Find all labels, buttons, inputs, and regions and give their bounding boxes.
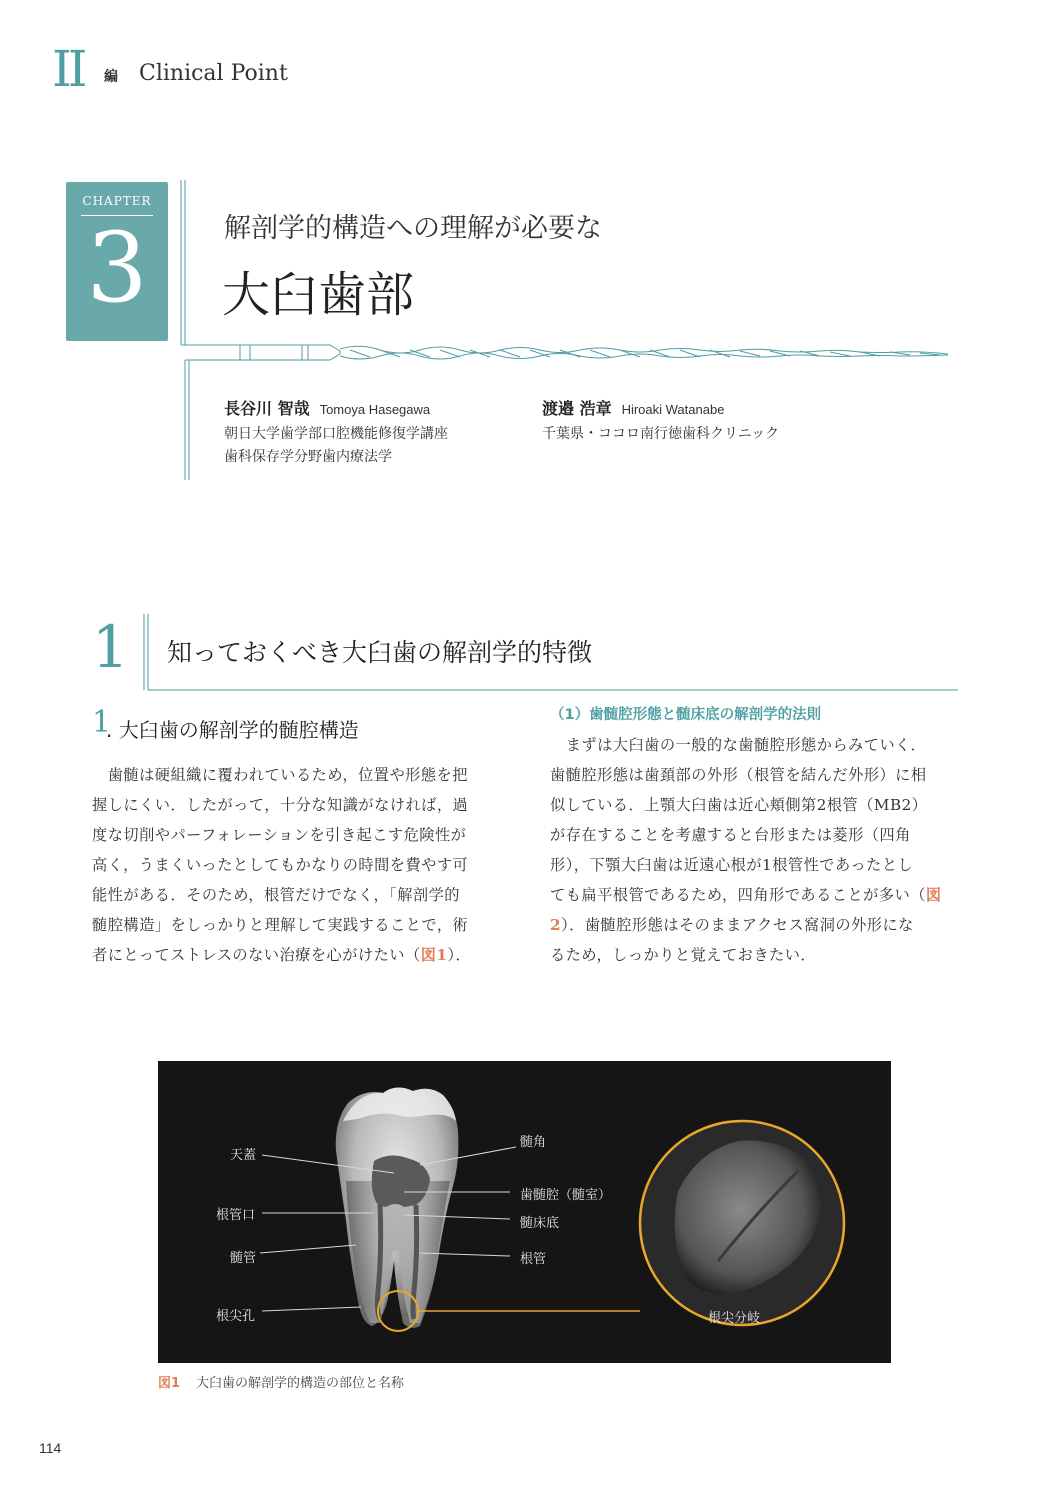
chapter-label: CHAPTER (82, 194, 152, 208)
paragraph-line: 歯髄は硬組織に覆われているため，位置や形態を把 (92, 766, 468, 784)
author-2-name: 渡邉 浩章 (542, 399, 612, 418)
paragraph-line: るため，しっかりと覚えておきたい． (550, 946, 817, 964)
label-konsenkou: 根尖孔 (216, 1309, 256, 1324)
section-number: 1 (92, 613, 129, 681)
label-zuikan: 髄管 (230, 1251, 257, 1266)
part-roman-numeral: II (52, 40, 84, 98)
paragraph-line: ても扁平根管であるため，四角形であることが多い（図 (550, 886, 942, 904)
author-2-affiliation-1: 千葉県・ココロ南行徳歯科クリニック (542, 426, 780, 442)
part-title: Clinical Point (139, 61, 288, 86)
paragraph-line: 形），下顎大臼歯は近遠心根が1根管性であったとし (550, 856, 914, 874)
figure-caption-number: 図1 (158, 1376, 181, 1391)
paragraph-line: 度な切削やパーフォレーションを引き起こす危険性が (92, 826, 467, 844)
paragraph-line: 高く，うまくいったとしてもかなりの時間を費やす可 (92, 856, 469, 874)
figure-reference-link[interactable]: 2 (550, 916, 562, 934)
page-number: 114 (39, 1440, 62, 1456)
subsection-2-title: （1）歯髄腔形態と髄床底の解剖学的法則 (550, 707, 822, 723)
subsection-2-body (550, 730, 942, 970)
author-1-name: 長谷川 智哉 (224, 399, 310, 418)
label-shizuikuu: 歯髄腔（髄室） (520, 1188, 612, 1203)
author-1-affiliation-1: 朝日大学歯学部口腔機能修復学講座 (224, 426, 448, 442)
chapter-subtitle: 解剖学的構造への理解が必要な (224, 213, 602, 244)
author-1 (224, 396, 448, 469)
paragraph-line: まずは大臼歯の一般的な歯髄腔形態からみていく． (550, 736, 927, 754)
section-title: 知っておくべき大臼歯の解剖学的特徴 (167, 638, 593, 667)
author-2-roman: Hiroaki Watanabe (621, 402, 725, 417)
figure-reference-link[interactable]: 図 (925, 886, 942, 904)
paragraph-line: 歯髄腔形態は歯頚部の外形（根管を結んだ外形）に相 (550, 766, 927, 784)
subsection-1-number: 1 (92, 705, 112, 740)
label-konkankou: 根管口 (216, 1208, 256, 1223)
paragraph-line: 髄腔構造」をしっかりと理解して実践することで，術 (92, 916, 469, 934)
paragraph-line: 握しにくい．したがって，十分な知識がなければ，過 (92, 796, 469, 814)
subsection-1-body (92, 760, 471, 970)
paragraph-line: 者にとってストレスのない治療を心がけたい（図1）． (92, 946, 472, 964)
figure-reference-link[interactable]: 図1 (420, 946, 448, 964)
label-konsenbunki: 根尖分岐 (708, 1311, 761, 1326)
subsection-1-title: . 大臼歯の解剖学的髄腔構造 (106, 718, 359, 742)
label-konkan: 根管 (520, 1252, 547, 1267)
label-zuishoutei: 髄床底 (520, 1216, 560, 1231)
label-tengai: 天蓋 (230, 1148, 257, 1163)
chapter-title: 大臼歯部 (222, 267, 415, 323)
paragraph-line: 2）．歯髄腔形態はそのままアクセス窩洞の外形にな (550, 916, 914, 934)
paragraph-line: 似している．上顎大臼歯は近心頬側第2根管（MB2） (550, 796, 928, 814)
author-1-roman: Tomoya Hasegawa (319, 402, 431, 417)
figure-1-panel (158, 1061, 891, 1363)
figure-caption-text: 大臼歯の解剖学的構造の部位と名称 (196, 1376, 405, 1391)
author-1-affiliation-2: 歯科保存学分野歯内療法学 (224, 449, 392, 465)
label-zuikaku: 髄角 (520, 1135, 547, 1150)
part-hen-label: 編 (104, 69, 118, 85)
paragraph-line: が存在することを考慮すると台形または菱形（四角 (550, 826, 911, 844)
paragraph-line: 能性がある．そのため，根管だけでなく，「解剖学的 (92, 886, 460, 904)
chapter-number: 3 (86, 212, 148, 324)
author-2 (542, 396, 779, 446)
